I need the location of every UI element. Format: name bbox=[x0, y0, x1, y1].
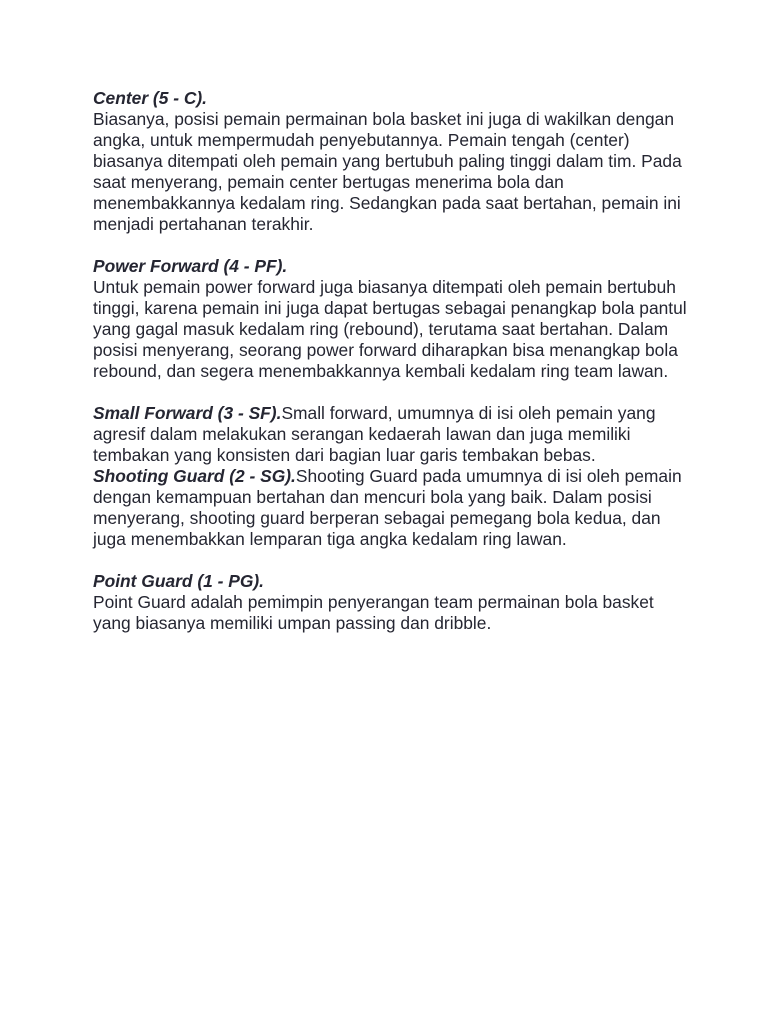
section-heading: Shooting Guard (2 - SG). bbox=[93, 466, 296, 486]
document-page bbox=[93, 88, 693, 634]
section-heading: Power Forward (4 - PF). bbox=[93, 256, 288, 276]
section-body: Shooting Guard pada umumnya di isi oleh pemain dengan kemampuan bertahan dan mencuri bola yang baik. Dalam posisi menyerang, shooting guard berperan sebagai pemegang bola kedua, dan juga menembakkan lemparan tiga angka kedalam ring lawan. bbox=[93, 466, 682, 549]
section-center bbox=[93, 88, 693, 235]
section-heading: Small Forward (3 - SF). bbox=[93, 403, 282, 423]
section-body: Biasanya, posisi pemain permainan bola basket ini juga di wakilkan dengan angka, untuk mempermudah penyebutannya. Pemain tengah (center) biasanya ditempati oleh pemain yang bertubuh paling tinggi dalam tim. Pada saat menyerang, pemain center bertugas menerima bola dan menembakkannya kedalam ring. Sedangkan pada saat bertahan, pemain ini menjadi pertahanan terakhir. bbox=[93, 109, 682, 234]
section-body: Small forward, umumnya di isi oleh pemain yang agresif dalam melakukan serangan kedaerah lawan dan juga memiliki tembakan yang konsisten dari bagian luar garis tembakan bebas. bbox=[93, 403, 656, 465]
section-heading: Center (5 - C). bbox=[93, 88, 208, 108]
section-shooting-guard bbox=[93, 466, 693, 550]
section-heading: Point Guard (1 - PG). bbox=[93, 571, 265, 591]
section-point-guard bbox=[93, 571, 693, 634]
section-body: Untuk pemain power forward juga biasanya ditempati oleh pemain bertubuh tinggi, karena pemain ini juga dapat bertugas sebagai penangkap bola pantul yang gagal masuk kedalam ring (rebound), terutama saat bertahan. Dalam posisi menyerang, seorang power forward diharapkan bisa menangkap bola rebound, dan segera menembakkannya kembali kedalam ring team lawan. bbox=[93, 277, 687, 381]
section-small-forward bbox=[93, 403, 693, 466]
section-paragraph bbox=[93, 403, 693, 466]
section-body: Point Guard adalah pemimpin penyerangan team permainan bola basket yang biasanya memiliki umpan passing dan dribble. bbox=[93, 592, 654, 633]
section-paragraph bbox=[93, 466, 693, 550]
section-power-forward bbox=[93, 256, 693, 382]
